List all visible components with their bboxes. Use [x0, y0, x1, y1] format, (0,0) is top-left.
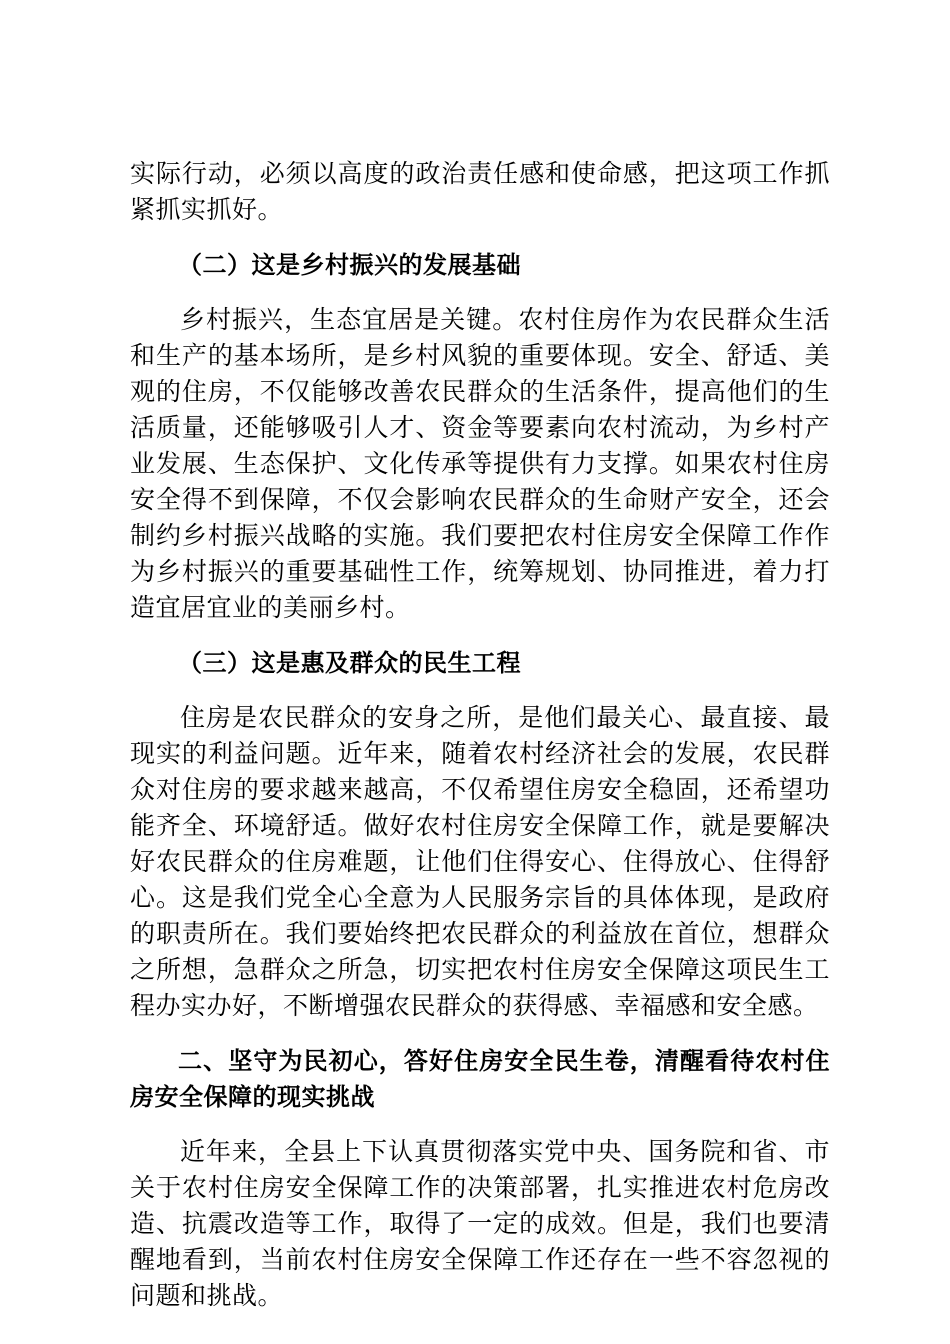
paragraph-livelihood-project: 住房是农民群众的安身之所，是他们最关心、最直接、最现实的利益问题。近年来，随着农村经济社会的发展，农民群众对住房的要求越来越高，不仅希望住房安全稳固，还希望功能齐全、环境舒适。做好农村住房安全保障工作，就是要解决好农民群众的住房难题，让他们住得安心、住得放心、住得舒心。这是我们党全心全意为人民服务宗旨的具体体现，是政府的职责所在。我们要始终把农民群众的利益放在首位，想群众之所想，急群众之所急，切实把农村住房安全保障这项民生工程办实办好，不断增强农民群众的获得感、幸福感和安全感。 [130, 703, 830, 1020]
section-heading-2: （二）这是乡村振兴的发展基础 [178, 251, 521, 279]
paragraph-rural-revitalization: 乡村振兴，生态宜居是关键。农村住房作为农民群众生活和生产的基本场所，是乡村风貌的重要体现。安全、舒适、美观的住房，不仅能够改善农民群众的生活条件，提高他们的生活质量，还能够吸引人才、资金等要素向农村流动，为乡村产业发展、生态保护、文化传承等提供有力支撑。如果农村住房安全得不到保障，不仅会影响农民群众的生命财产安全，还会制约乡村振兴战略的实施。我们要把农村住房安全保障工作作为乡村振兴的重要基础性工作，统筹规划、协同推进，着力打造宜居宜业的美丽乡村。 [130, 305, 830, 622]
paragraph-challenges-intro: 近年来，全县上下认真贯彻落实党中央、国务院和省、市关于农村住房安全保障工作的决策部署，扎实推进农村危房改造、抗震改造等工作，取得了一定的成效。但是，我们也要清醒地看到，当前农村住房安全保障工作还存在一些不容忽视的问题和挑战。 [130, 1137, 830, 1310]
section-heading-3: （三）这是惠及群众的民生工程 [178, 649, 521, 677]
chapter-heading-2: 二、坚守为民初心，答好住房安全民生卷，清醒看待农村住房安全保障的现实挑战 [130, 1047, 830, 1111]
document-body [130, 156, 830, 1314]
paragraph-continuation: 实际行动，必须以高度的政治责任感和使命感，把这项工作抓紧抓实抓好。 [130, 159, 830, 224]
